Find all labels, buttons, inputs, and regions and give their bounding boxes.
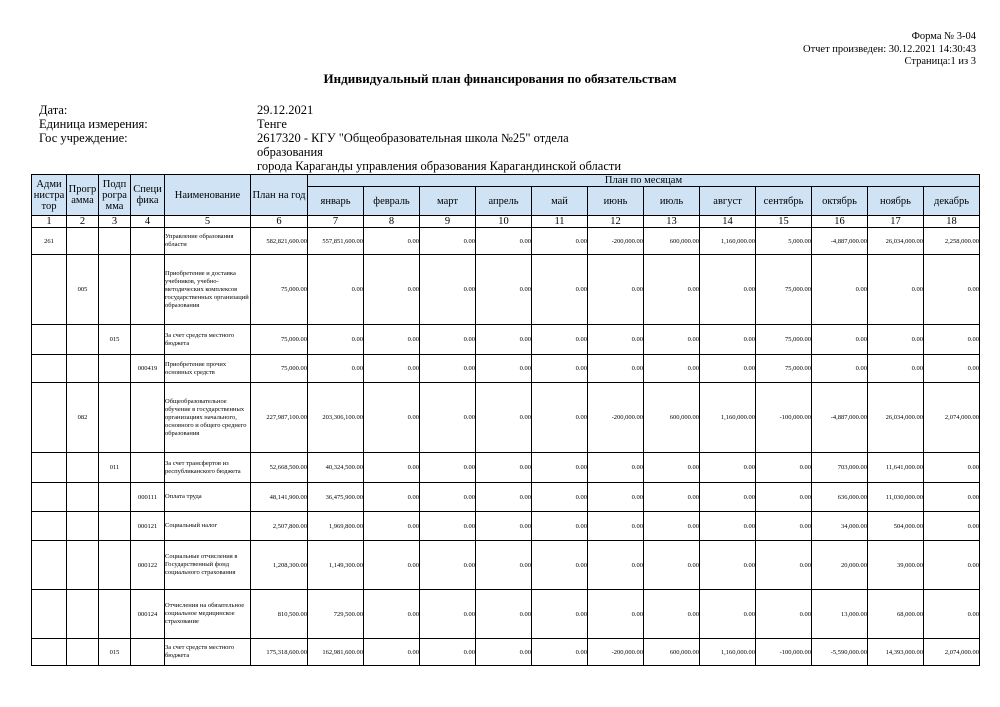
cell-spec: 000111 [131,483,165,512]
cell-month-value: 0.00 [364,453,420,483]
cell-month-value: 0.00 [924,590,980,639]
cell-month-value: 0.00 [756,453,812,483]
cell-month-value: 0.00 [644,255,700,325]
cell-month-value: 36,475,900.00 [308,483,364,512]
cell-plan-year: 582,821,600.00 [251,228,308,255]
cell-spec [131,325,165,355]
cell-subprogram [99,590,131,639]
cell-month-value: 0.00 [476,255,532,325]
table-row [32,325,980,355]
cell-spec [131,383,165,453]
cell-name: Общеобразовательное обучение в государственных организациях начального, основного и общего среднего образования [165,383,251,453]
cell-name: За счет трансфертов из республиканского бюджета [165,453,251,483]
cell-spec [131,453,165,483]
cell-month-value: 0.00 [812,255,868,325]
col-number: 4 [131,216,165,228]
table-row [32,512,980,541]
cell-month-value: 0.00 [700,325,756,355]
cell-month-value: 0.00 [588,355,644,383]
cell-month-value: 162,981,600.00 [308,639,364,666]
cell-month-value: 0.00 [308,255,364,325]
cell-month-value: 636,000.00 [812,483,868,512]
date-label: Дата: [39,103,68,117]
cell-month-value: 0.00 [532,590,588,639]
cell-month-value: 0.00 [924,255,980,325]
cell-month-value: 0.00 [756,483,812,512]
cell-month-value: 34,000.00 [812,512,868,541]
cell-month-value: 0.00 [644,541,700,590]
cell-month-value: 0.00 [588,541,644,590]
col-number: 6 [251,216,308,228]
col-number: 18 [924,216,980,228]
cell-spec [131,639,165,666]
cell-month-value: 11,030,000.00 [868,483,924,512]
cell-admin [32,541,67,590]
cell-name: Социальные отчисления в Государственный фонд социального страхования [165,541,251,590]
cell-month-value: 0.00 [588,255,644,325]
cell-month-value: 0.00 [588,590,644,639]
col-program: Прогр амма [67,175,99,216]
col-number: 10 [476,216,532,228]
cell-month-value: 0.00 [364,512,420,541]
cell-subprogram [99,228,131,255]
col-admin: Адми нистра тор [32,175,67,216]
cell-admin [32,512,67,541]
cell-name: Отчисления на обязательное социальное медицинское страхование [165,590,251,639]
col-number: 7 [308,216,364,228]
cell-program [67,355,99,383]
cell-month-value: 0.00 [364,255,420,325]
cell-month-value: 0.00 [588,512,644,541]
cell-month-value: 0.00 [532,383,588,453]
cell-spec [131,255,165,325]
cell-month-value: -4,887,000.00 [812,228,868,255]
cell-month-value: 0.00 [532,255,588,325]
report-header-info [803,31,976,69]
cell-plan-year: 227,987,100.00 [251,383,308,453]
cell-month-value: 75,000.00 [756,355,812,383]
cell-month-value: 0.00 [532,453,588,483]
cell-month-value: 5,000.00 [756,228,812,255]
cell-subprogram: 015 [99,639,131,666]
col-name: Наименование [165,175,251,216]
cell-month-value: 0.00 [588,483,644,512]
col-number: 8 [364,216,420,228]
cell-month-value: -200,000.00 [588,383,644,453]
cell-month-value: 0.00 [756,590,812,639]
cell-month-value: -4,887,000.00 [812,383,868,453]
col-month: сентябрь [756,187,812,216]
cell-program [67,541,99,590]
table-row [32,228,980,255]
cell-subprogram: 011 [99,453,131,483]
cell-plan-year: 48,141,900.00 [251,483,308,512]
col-plan-months: План по месяцам [308,175,980,187]
cell-month-value: 0.00 [420,590,476,639]
institution-value-cont: города Караганды управления образования Карагандинской области [257,159,622,173]
cell-month-value: 0.00 [420,325,476,355]
cell-spec: 000124 [131,590,165,639]
cell-plan-year: 52,668,500.00 [251,453,308,483]
cell-month-value: 0.00 [420,483,476,512]
cell-admin [32,325,67,355]
cell-month-value: 0.00 [924,541,980,590]
cell-month-value: 0.00 [308,325,364,355]
cell-month-value: 0.00 [700,512,756,541]
table-row [32,483,980,512]
cell-program [67,228,99,255]
col-plan-year: План на год [251,175,308,216]
cell-name: За счет средств местного бюджета [165,325,251,355]
cell-subprogram [99,383,131,453]
cell-month-value: -100,000.00 [756,639,812,666]
cell-name: Управление образования области [165,228,251,255]
cell-month-value: 0.00 [644,512,700,541]
cell-month-value: 0.00 [476,512,532,541]
cell-month-value: 1,969,800.00 [308,512,364,541]
col-month: октябрь [812,187,868,216]
cell-month-value: 26,034,000.00 [868,228,924,255]
cell-month-value: 0.00 [364,639,420,666]
cell-month-value: -100,000.00 [756,383,812,453]
cell-month-value: 0.00 [420,255,476,325]
cell-month-value: 0.00 [364,325,420,355]
cell-month-value: 68,000.00 [868,590,924,639]
cell-month-value: 0.00 [420,512,476,541]
cell-month-value: 0.00 [476,383,532,453]
cell-month-value: 11,641,000.00 [868,453,924,483]
cell-admin [32,255,67,325]
cell-spec [131,228,165,255]
col-number: 3 [99,216,131,228]
cell-month-value: 0.00 [868,255,924,325]
cell-month-value: 2,074,000.00 [924,383,980,453]
cell-month-value: 203,306,100.00 [308,383,364,453]
cell-month-value: 0.00 [644,590,700,639]
cell-month-value: 0.00 [364,383,420,453]
cell-month-value: 0.00 [532,228,588,255]
cell-month-value: 0.00 [644,355,700,383]
cell-month-value: 0.00 [700,483,756,512]
cell-month-value: 703,000.00 [812,453,868,483]
cell-month-value: 1,160,000.00 [700,639,756,666]
cell-month-value: 75,000.00 [756,325,812,355]
cell-name: За счет средств местного бюджета [165,639,251,666]
cell-month-value: 0.00 [532,483,588,512]
cell-subprogram [99,483,131,512]
cell-month-value: 0.00 [420,541,476,590]
document-title: Индивидуальный план финансирования по обязательствам [323,71,677,86]
cell-subprogram [99,255,131,325]
cell-program [67,512,99,541]
cell-month-value: 0.00 [532,355,588,383]
cell-month-value: 0.00 [420,453,476,483]
cell-month-value: 0.00 [924,355,980,383]
col-month: декабрь [924,187,980,216]
cell-month-value: 557,851,600.00 [308,228,364,255]
cell-month-value: 0.00 [868,355,924,383]
cell-subprogram [99,512,131,541]
cell-month-value: 0.00 [308,355,364,383]
col-number: 1 [32,216,67,228]
col-spec: Специ фика [131,175,165,216]
cell-month-value: 0.00 [700,453,756,483]
cell-month-value: 600,000.00 [644,383,700,453]
cell-month-value: -5,590,000.00 [812,639,868,666]
cell-month-value: 0.00 [476,453,532,483]
cell-month-value: 0.00 [532,325,588,355]
col-number: 15 [756,216,812,228]
cell-month-value: 729,500.00 [308,590,364,639]
cell-program: 005 [67,255,99,325]
cell-subprogram [99,541,131,590]
cell-plan-year: 2,507,800.00 [251,512,308,541]
cell-program: 082 [67,383,99,453]
cell-name: Приобретение прочих основных средств [165,355,251,383]
cell-month-value: 0.00 [924,453,980,483]
cell-name: Приобретение и доставка учебников, учебно-методических комплексов государственных организаций образования [165,255,251,325]
cell-month-value: 0.00 [476,483,532,512]
col-number: 16 [812,216,868,228]
cell-month-value: 1,149,300.00 [308,541,364,590]
cell-spec: 000419 [131,355,165,383]
cell-month-value: 0.00 [644,325,700,355]
page-indicator: Страница:1 из 3 [904,56,976,67]
cell-month-value: 0.00 [924,325,980,355]
cell-month-value: 0.00 [532,541,588,590]
col-number: 11 [532,216,588,228]
cell-admin [32,383,67,453]
cell-plan-year: 75,000.00 [251,325,308,355]
cell-admin [32,639,67,666]
cell-program [67,483,99,512]
cell-subprogram [99,355,131,383]
cell-month-value: 0.00 [420,639,476,666]
col-month: ноябрь [868,187,924,216]
col-number: 2 [67,216,99,228]
cell-month-value: 0.00 [644,453,700,483]
cell-month-value: 0.00 [700,355,756,383]
cell-month-value: 0.00 [364,228,420,255]
cell-month-value: 0.00 [420,355,476,383]
cell-month-value: 13,000.00 [812,590,868,639]
cell-month-value: 0.00 [364,355,420,383]
cell-month-value: 0.00 [476,541,532,590]
report-timestamp: Отчет произведен: 30.12.2021 14:30:43 [802,43,976,55]
col-month: июнь [588,187,644,216]
cell-month-value: 0.00 [532,512,588,541]
cell-name: Социальный налог [165,512,251,541]
cell-month-value: 0.00 [476,325,532,355]
cell-month-value: 0.00 [588,453,644,483]
cell-admin: 261 [32,228,67,255]
cell-month-value: 0.00 [924,512,980,541]
table-row [32,255,980,325]
col-month: май [532,187,588,216]
cell-month-value: 20,000.00 [812,541,868,590]
cell-month-value: 40,324,500.00 [308,453,364,483]
cell-month-value: 39,000.00 [868,541,924,590]
cell-month-value: 26,034,000.00 [868,383,924,453]
cell-month-value: 0.00 [364,483,420,512]
cell-month-value: 1,160,000.00 [700,228,756,255]
cell-month-value: -200,000.00 [588,228,644,255]
cell-spec: 000122 [131,541,165,590]
cell-month-value: 0.00 [644,483,700,512]
cell-month-value: 600,000.00 [644,228,700,255]
financing-plan-table [31,174,980,666]
col-number: 5 [165,216,251,228]
col-number: 17 [868,216,924,228]
cell-admin [32,453,67,483]
cell-month-value: 0.00 [756,512,812,541]
cell-month-value: 0.00 [532,639,588,666]
table-row [32,383,980,453]
cell-month-value: 0.00 [700,590,756,639]
cell-month-value: 600,000.00 [644,639,700,666]
cell-month-value: 0.00 [476,355,532,383]
cell-plan-year: 75,000.00 [251,355,308,383]
cell-month-value: 0.00 [868,325,924,355]
col-month: январь [308,187,364,216]
cell-subprogram: 015 [99,325,131,355]
col-number: 14 [700,216,756,228]
col-month: август [700,187,756,216]
col-number: 9 [420,216,476,228]
col-month: июль [644,187,700,216]
table-row [32,541,980,590]
cell-program [67,453,99,483]
cell-month-value: 14,393,000.00 [868,639,924,666]
cell-program [67,639,99,666]
col-month: апрель [476,187,532,216]
form-number: Форма № 3-04 [911,31,976,42]
cell-plan-year: 1,208,300.00 [251,541,308,590]
cell-month-value: 2,074,000.00 [924,639,980,666]
cell-month-value: 2,258,000.00 [924,228,980,255]
cell-spec: 000121 [131,512,165,541]
cell-month-value: 0.00 [700,541,756,590]
cell-month-value: 504,000.00 [868,512,924,541]
cell-month-value: 0.00 [476,590,532,639]
institution-label: Гос учреждение: [39,131,128,145]
cell-admin [32,355,67,383]
table-row [32,453,980,483]
cell-name: Оплата труда [165,483,251,512]
date-value: 29.12.2021 [257,103,314,117]
col-month: февраль [364,187,420,216]
cell-plan-year: 175,318,600.00 [251,639,308,666]
cell-month-value: 0.00 [364,541,420,590]
cell-month-value: 0.00 [588,325,644,355]
cell-month-value: 0.00 [924,483,980,512]
cell-month-value: 0.00 [700,255,756,325]
table-row [32,355,980,383]
col-month: март [420,187,476,216]
table-header [32,175,980,228]
col-number: 12 [588,216,644,228]
cell-month-value: 0.00 [420,383,476,453]
cell-plan-year: 810,500.00 [251,590,308,639]
cell-month-value: 0.00 [812,325,868,355]
cell-month-value: 0.00 [476,639,532,666]
cell-month-value: 0.00 [364,590,420,639]
cell-month-value: 75,000.00 [756,255,812,325]
table-row [32,639,980,666]
col-subprogram: Подп рогра мма [99,175,131,216]
cell-month-value: 0.00 [812,355,868,383]
table-body [32,228,980,666]
cell-program [67,325,99,355]
document-meta [39,103,637,173]
cell-month-value: 0.00 [420,228,476,255]
cell-month-value: 1,160,000.00 [700,383,756,453]
cell-month-value: 0.00 [756,541,812,590]
table-row [32,590,980,639]
unit-value: Тенге [257,117,287,131]
cell-admin [32,590,67,639]
cell-program [67,590,99,639]
cell-admin [32,483,67,512]
unit-label: Единица измерения: [39,117,148,131]
cell-month-value: -200,000.00 [588,639,644,666]
cell-plan-year: 75,000.00 [251,255,308,325]
institution-value: 2617320 - КГУ "Общеобразовательная школа №25" отдела образования [257,131,569,159]
col-number: 13 [644,216,700,228]
cell-month-value: 0.00 [476,228,532,255]
